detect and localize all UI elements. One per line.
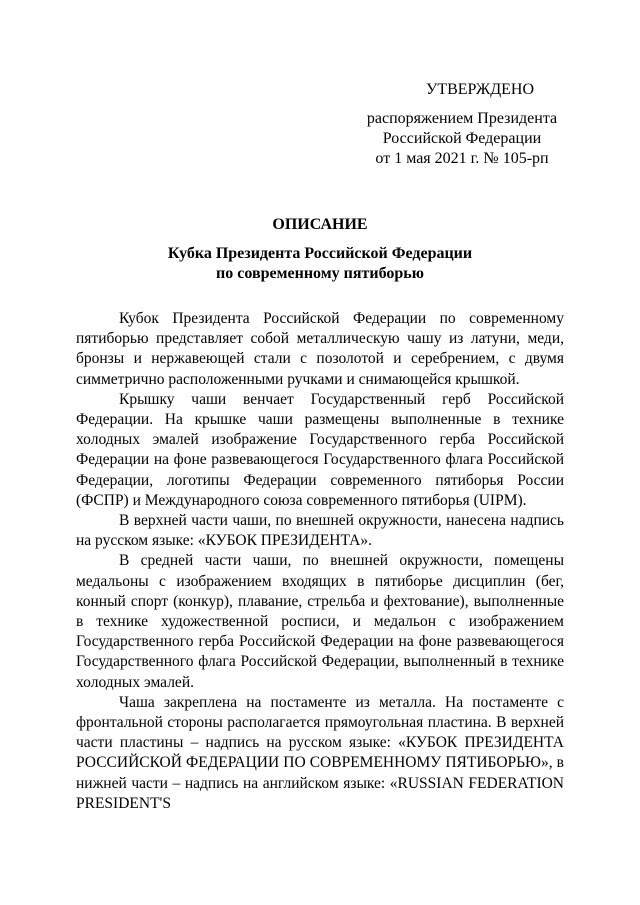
document-subtitle-line-2: по современному пятиборью <box>216 265 424 282</box>
document-title: ОПИСАНИЕ <box>272 216 368 233</box>
approval-line-1: распоряжением Президента <box>366 110 558 127</box>
body-paragraph: Крышку чаши венчает Государственный герб Российской Федерации. На крышке чаши размещены выполненные в технике холодных эмалей изображение Государственного герба Российской Федерации на фоне развевающегося Государственного флага Российской Федерации, логотипы Федерации современного пятиборья России (ФСПР) и Международного союза современного пятиборья (UIPM). <box>76 390 564 509</box>
document-title-block <box>60 215 580 284</box>
body-paragraph: В средней части чаши, по внешней окружности, помещены медальоны с изображением входящих в пятиборье дисциплин (бег, конный спорт (конкур), плавание, стрельба и фехтование), выполненные в технике художественной росписи, и медальон с изображением Государственного герба Российской Федерации на фоне развевающегося Государственного флага Российской Федерации, выполненный в технике холодных эмалей. <box>76 552 564 691</box>
approval-line-2: Российской Федерации <box>382 130 542 147</box>
approval-stamp-block <box>362 80 562 169</box>
document-subtitle-line-1: Кубка Президента Российской Федерации <box>167 245 473 262</box>
approval-heading: УТВЕРЖДЕНО <box>425 81 534 98</box>
body-paragraph: Кубок Президента Российской Федерации по современному пятиборью представляет собой металлическую чашу из латуни, меди, бронзы и нержавеющей стали с позолотой и серебрением, с двумя симметрично расположенными ручками и снимающейся крышкой. <box>76 310 564 388</box>
body-paragraph: В верхней части чаши, по внешней окружности, нанесена надпись на русском языке: «КУБОК ПРЕЗИДЕНТА». <box>76 512 564 550</box>
approval-line-3: от 1 мая 2021 г. № 105-рп <box>375 150 549 167</box>
document-body <box>76 309 564 814</box>
body-paragraph: Чаша закреплена на постаменте из металла. На постаменте с фронтальной стороны располагается прямоугольная пластина. В верхней части пластины – надпись на русском языке: «КУБОК ПРЕЗИДЕНТА РОССИЙСКОЙ ФЕДЕРАЦИИ ПО СОВРЕМЕННОМУ ПЯТИБОРЬЮ», в нижней части – надпись на английском языке: «RUSSIAN FEDERATION PRESIDENT'S <box>76 693 564 812</box>
